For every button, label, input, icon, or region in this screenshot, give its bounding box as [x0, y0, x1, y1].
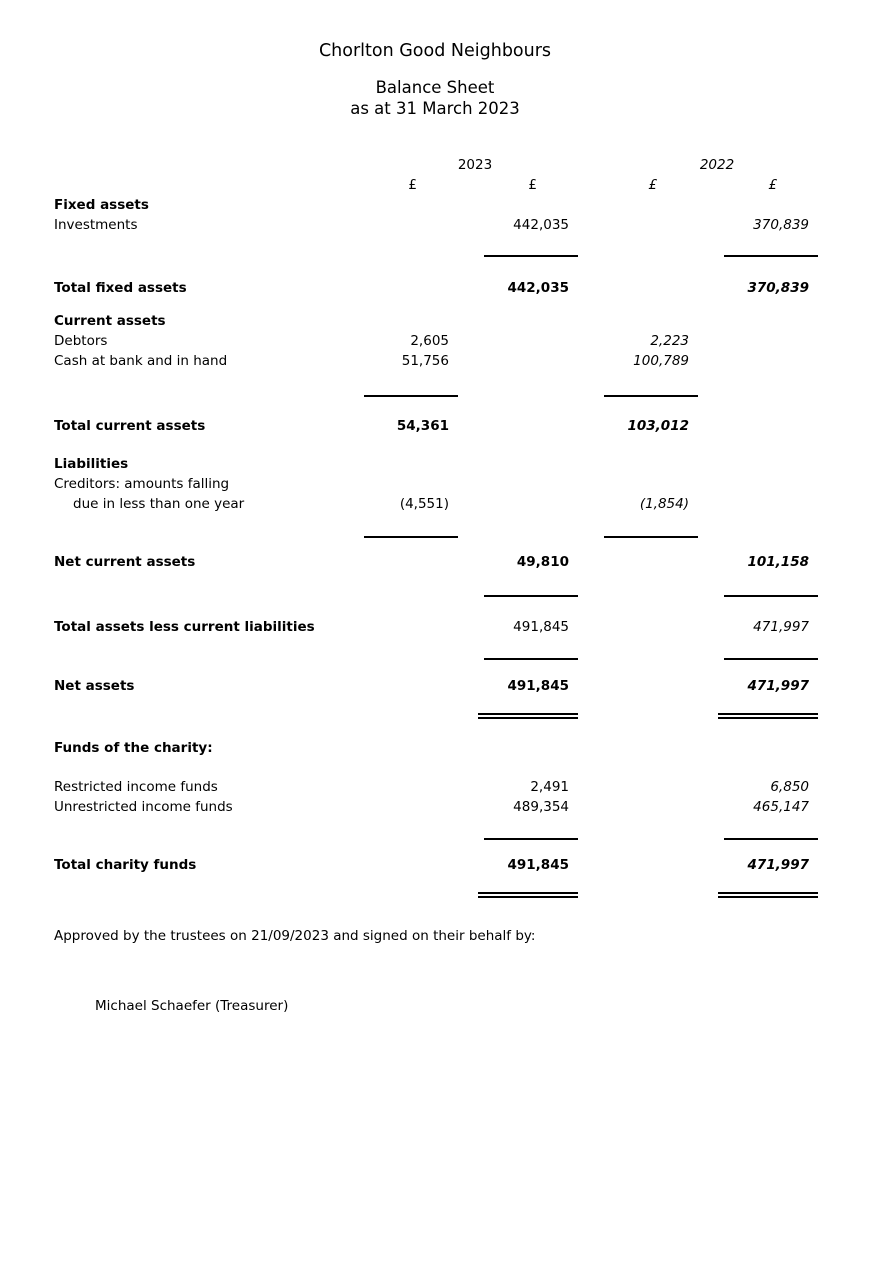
rule-above-total-assets-less-liabilities [54, 595, 818, 597]
single-rule [484, 595, 578, 597]
row-total-current-assets [54, 416, 818, 436]
currency-symbol-2022-col2: £ [768, 177, 777, 193]
single-rule [364, 536, 458, 538]
single-rule [724, 595, 818, 597]
single-rule [364, 395, 458, 397]
restricted-income-funds-2022-value: 6,850 [770, 779, 809, 795]
restricted-income-funds-label: Restricted income funds [54, 779, 218, 795]
unrestricted-income-funds-2023-value: 489,354 [513, 799, 569, 815]
double-rule [478, 713, 578, 719]
year-header-row [54, 155, 818, 175]
row-debtors [54, 331, 818, 351]
balance-sheet-page [0, 40, 870, 1270]
currency-symbol-2022-col1: £ [648, 177, 657, 193]
row-restricted-income-funds [54, 777, 818, 797]
total-fixed-assets-label: Total fixed assets [54, 280, 187, 296]
rule-above-net-current-assets [54, 536, 818, 538]
row-creditors-line1 [54, 474, 818, 494]
double-rule [718, 713, 818, 719]
section-heading-fixed-assets [54, 195, 818, 215]
currency-header-row [54, 175, 818, 195]
creditors-label-line1: Creditors: amounts falling [54, 476, 230, 492]
total-assets-less-liabilities-2023-value: 491,845 [513, 619, 569, 635]
row-creditors-line2 [54, 494, 818, 514]
signatory-name: Michael Schaefer (Treasurer) [95, 998, 289, 1014]
section-heading-current-assets [54, 311, 818, 331]
double-rule [718, 892, 818, 898]
creditors-2022-value: (1,854) [639, 496, 689, 512]
single-rule [484, 838, 578, 840]
investments-2022-value: 370,839 [753, 217, 809, 233]
approval-statement: Approved by the trustees on 21/09/2023 and signed on their behalf by: [54, 928, 536, 944]
rule-above-net-assets [54, 658, 818, 660]
currency-symbol-2023-col2: £ [528, 177, 537, 193]
row-net-current-assets [54, 552, 818, 572]
section-heading-funds [54, 738, 818, 758]
cash-at-bank-2022-value: 100,789 [633, 353, 689, 369]
row-total-assets-less-current-liabilities [54, 617, 818, 637]
rule-above-total-fixed-assets [54, 255, 818, 257]
single-rule [484, 658, 578, 660]
single-rule [724, 838, 818, 840]
single-rule [724, 255, 818, 257]
net-current-assets-label: Net current assets [54, 554, 196, 570]
year-2023-header: 2023 [457, 157, 493, 173]
restricted-income-funds-2023-value: 2,491 [530, 779, 569, 795]
document-title: Balance Sheet [375, 78, 495, 97]
single-rule [724, 658, 818, 660]
currency-symbol-2023-col1: £ [408, 177, 417, 193]
fixed-assets-heading: Fixed assets [54, 197, 149, 213]
cash-at-bank-label: Cash at bank and in hand [54, 353, 228, 369]
net-current-assets-2022-value: 101,158 [747, 554, 809, 570]
current-assets-heading: Current assets [54, 313, 166, 329]
double-rule-below-total-charity-funds [54, 892, 818, 898]
funds-heading: Funds of the charity: [54, 740, 213, 756]
balance-sheet-table [0, 155, 818, 898]
total-assets-less-liabilities-2022-value: 471,997 [753, 619, 809, 635]
row-cash-at-bank [54, 351, 818, 371]
single-rule [484, 255, 578, 257]
row-unrestricted-income-funds [54, 797, 818, 817]
debtors-label: Debtors [54, 333, 108, 349]
total-current-assets-2023-value: 54,361 [396, 418, 449, 434]
net-assets-2023-value: 491,845 [507, 678, 569, 694]
total-charity-funds-2023-value: 491,845 [507, 857, 569, 873]
net-assets-2022-value: 471,997 [747, 678, 809, 694]
double-rule-below-net-assets [54, 713, 818, 719]
creditors-label-line2: due in less than one year [73, 496, 245, 512]
single-rule [604, 395, 698, 397]
total-charity-funds-2022-value: 471,997 [747, 857, 809, 873]
unrestricted-income-funds-label: Unrestricted income funds [54, 799, 233, 815]
total-fixed-assets-2022-value: 370,839 [747, 280, 809, 296]
debtors-2022-value: 2,223 [650, 333, 689, 349]
investments-label: Investments [54, 217, 138, 233]
double-rule [478, 892, 578, 898]
row-investments [54, 215, 818, 235]
unrestricted-income-funds-2022-value: 465,147 [753, 799, 809, 815]
creditors-2023-value: (4,551) [399, 496, 449, 512]
investments-2023-value: 442,035 [513, 217, 569, 233]
single-rule [604, 536, 698, 538]
liabilities-heading: Liabilities [54, 456, 129, 472]
section-heading-liabilities [54, 454, 818, 474]
total-current-assets-label: Total current assets [54, 418, 206, 434]
debtors-2023-value: 2,605 [410, 333, 449, 349]
row-total-fixed-assets [54, 278, 818, 298]
total-current-assets-2022-value: 103,012 [627, 418, 689, 434]
total-charity-funds-label: Total charity funds [54, 857, 197, 873]
rule-above-total-charity-funds [54, 838, 818, 840]
cash-at-bank-2023-value: 51,756 [401, 353, 449, 369]
organisation-name: Chorlton Good Neighbours [318, 41, 552, 61]
row-total-charity-funds [54, 855, 818, 875]
document-subtitle: as at 31 March 2023 [350, 99, 520, 118]
row-net-assets [54, 676, 818, 696]
net-assets-label: Net assets [54, 678, 135, 694]
year-2022-header: 2022 [699, 157, 735, 173]
rule-above-total-current-assets [54, 395, 818, 397]
net-current-assets-2023-value: 49,810 [516, 554, 569, 570]
total-fixed-assets-2023-value: 442,035 [507, 280, 569, 296]
total-assets-less-liabilities-label: Total assets less current liabilities [54, 619, 315, 635]
